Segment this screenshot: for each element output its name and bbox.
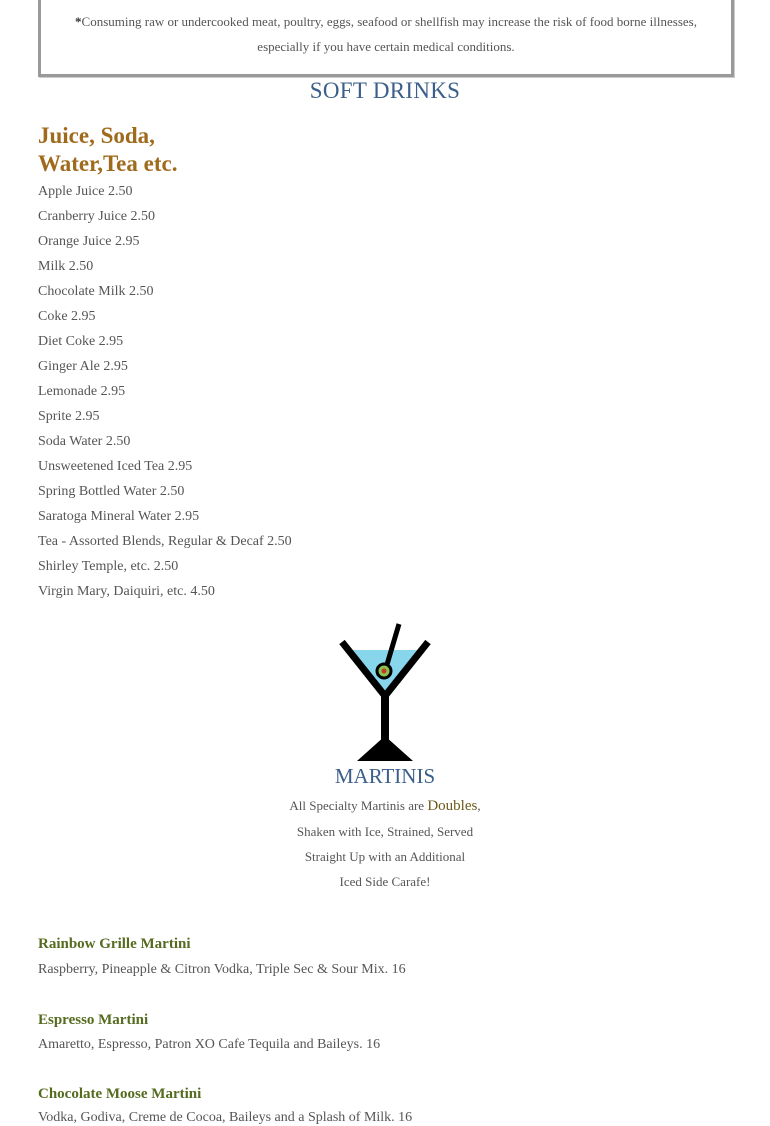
- juice-soda-heading: [38, 122, 338, 178]
- list-item: Shirley Temple, etc. 2.50: [38, 559, 179, 574]
- martinis-heading: MARTINIS: [334, 764, 436, 788]
- list-item: Ginger Ale 2.95: [38, 359, 128, 374]
- list-item: Virgin Mary, Daiquiri, etc. 4.50: [38, 584, 215, 599]
- martini-note-line4: Iced Side Carafe!: [339, 874, 431, 889]
- list-item: Sprite 2.95: [38, 409, 100, 424]
- chocolate-moose-martini-desc: Vodka, Godiva, Creme de Cocoa, Baileys and a Splash of Milk. 16: [38, 1110, 413, 1125]
- list-item: Lemonade 2.95: [38, 384, 126, 399]
- rainbow-grille-martini-desc: Raspberry, Pineapple & Citron Vodka, Triple Sec & Sour Mix. 16: [38, 962, 406, 977]
- list-item: Saratoga Mineral Water 2.95: [38, 509, 200, 524]
- martini-note-line2: Shaken with Ice, Strained, Served: [296, 824, 474, 839]
- doubles-word: Doubles: [427, 798, 478, 814]
- list-item: Apple Juice 2.50: [38, 184, 133, 199]
- martini-note: [235, 793, 535, 894]
- list-item: Cranberry Juice 2.50: [38, 209, 156, 224]
- allergy-notice-box: [38, 0, 734, 77]
- list-item: Milk 2.50: [38, 259, 94, 274]
- note-comma: ,: [477, 798, 481, 813]
- list-item: Soda Water 2.50: [38, 434, 131, 449]
- list-item: Orange Juice 2.95: [38, 234, 140, 249]
- juice-heading-line2: Water,Tea etc.: [38, 151, 178, 176]
- soft-drinks-list: [38, 179, 292, 604]
- list-item: Coke 2.95: [38, 309, 96, 324]
- list-item: Tea - Assorted Blends, Regular & Decaf 2.50: [38, 534, 292, 549]
- list-item: Diet Coke 2.95: [38, 334, 124, 349]
- note-prefix: All Specialty Martinis are: [289, 798, 428, 813]
- chocolate-moose-martini-name: Chocolate Moose Martini: [38, 1086, 202, 1102]
- list-item: Spring Bottled Water 2.50: [38, 484, 185, 499]
- juice-heading-line1: Juice, Soda,: [38, 123, 155, 148]
- martini-note-line1: [235, 793, 535, 819]
- asterisk: *: [75, 14, 82, 29]
- raw-food-warning-line1: [41, 9, 731, 34]
- list-item: Unsweetened Iced Tea 2.95: [38, 459, 193, 474]
- warning-text: Consuming raw or undercooked meat, poultry, eggs, seafood or shellfish may increase the risk of food borne illnesses,: [81, 14, 697, 29]
- raw-food-warning-line2: especially if you have certain medical conditions.: [257, 39, 515, 54]
- soft-drinks-heading: SOFT DRINKS: [309, 78, 461, 103]
- espresso-martini-name: Espresso Martini: [38, 1012, 149, 1028]
- martini-note-line3: Straight Up with an Additional: [304, 849, 466, 864]
- martini-glass-icon: [339, 620, 431, 764]
- list-item: Chocolate Milk 2.50: [38, 284, 154, 299]
- espresso-martini-desc: Amaretto, Espresso, Patron XO Cafe Tequila and Baileys. 16: [38, 1037, 381, 1052]
- rainbow-grille-martini-name: Rainbow Grille Martini: [38, 936, 191, 952]
